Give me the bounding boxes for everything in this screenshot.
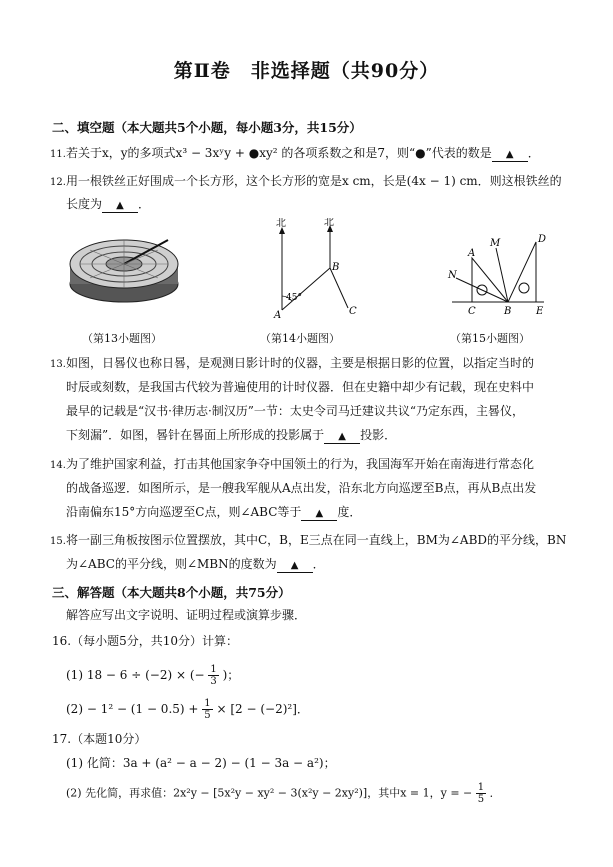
figure-13-caption: （第13小题图）: [82, 332, 162, 345]
question-15-line2: [66, 557, 325, 573]
north-label: 北: [276, 218, 286, 229]
angle-label: 45°: [286, 293, 302, 303]
expression: × [2 − (−2)²]．: [216, 702, 309, 716]
point-e-label: E: [536, 306, 544, 317]
fraction-denominator: 5: [204, 710, 211, 721]
question-text: 沿南偏东15°方向巡逻至C点，则∠ABC等于: [66, 505, 302, 519]
expression: )；: [222, 668, 240, 682]
point-m-label: M: [490, 238, 501, 249]
section-answer-heading: 三、解答题（本大题共8个小题，共75分）: [52, 585, 291, 600]
point-c-label: C: [349, 306, 357, 317]
section-instruction: 解答应写出文字说明、证明过程或演算步骤．: [66, 608, 307, 622]
figure-14-caption: （第14小题图）: [260, 332, 340, 345]
question-17-head: 17.（本题10分）: [52, 732, 147, 746]
fraction: [476, 782, 486, 805]
question-13-line4: [66, 428, 396, 444]
question-text: 如图，日晷仪也称日晷，是观测日影计时的仪器，主要是根据日影的位置，以指定当时的: [66, 356, 535, 370]
fraction: [202, 698, 212, 721]
question-13-line2: 时辰或刻数，是我国古代较为普遍使用的计时仪器．但在史籍中却少有记载，现在史料中: [66, 380, 535, 394]
question-text: 为了维护国家利益，打击其他国家争夺中国领土的行为，我国海军开始在南海进行常态化: [66, 457, 535, 471]
question-text: 用一根铁丝正好围成一个长方形，这个长方形的宽是x cm，长是(4x − 1) cm．则这根铁丝的: [66, 174, 562, 188]
question-number: 14.: [50, 460, 66, 471]
point-c-label: C: [468, 306, 476, 317]
question-14-line3: [66, 505, 361, 521]
question-number: 15.: [50, 536, 66, 547]
question-17-part2: [66, 782, 501, 805]
question-text: 投影．: [360, 428, 397, 442]
section-fill-in-heading: 二、填空题（本大题共5个小题，每小题3分，共15分）: [52, 120, 362, 135]
expression: (1) 18 − 6 ÷ (−2) × (−: [66, 668, 205, 682]
question-number: 11.: [50, 149, 66, 160]
answer-blank[interactable]: ▲: [324, 431, 360, 444]
point-a-label: A: [274, 310, 282, 321]
fraction-denominator: 3: [210, 676, 217, 687]
punctuation: ．: [527, 146, 540, 160]
punctuation: ．: [138, 197, 151, 211]
question-text: 将一副三角板按图示位置摆放，其中C，B，E三点在同一直线上，BM为∠ABD的平分线，BN: [66, 533, 567, 547]
answer-blank[interactable]: ▲: [277, 560, 313, 573]
question-16-head: 16.（每小题5分，共10分）计算：: [52, 634, 238, 648]
question-16-part1: [66, 664, 239, 687]
sundial-figure: [60, 222, 190, 322]
expression: (2) − 1² − (1 − 0.5) +: [66, 702, 199, 716]
question-text: 若关于x，y的多项式x³ − 3xʸy + ●xy² 的各项系数之和是7，则“●”代表的数是: [66, 146, 492, 160]
point-n-label: N: [448, 270, 457, 281]
fraction-numerator: 1: [210, 664, 217, 675]
question-text: 度．: [337, 505, 362, 519]
question-number: 12.: [50, 177, 66, 188]
expression: ．: [489, 786, 501, 800]
point-d-label: D: [538, 234, 547, 245]
question-text: 长度为: [66, 197, 103, 211]
fraction: [208, 664, 218, 687]
question-text: 下刻漏”．如图，晷针在晷面上所形成的投影属于: [66, 428, 325, 442]
answer-blank[interactable]: ▲: [492, 149, 528, 162]
triangles-drawing: [452, 242, 544, 302]
sundial-drawing: [70, 240, 178, 302]
question-17-part1: (1) 化简：3a + (a² − a − 2) − (1 − 3a − a²)；: [66, 756, 336, 770]
question-13-line3: 最早的记载是“汉书·律历志·制汉历”一节：太史令司马迁建议共议“乃定东西，主晷仪，: [66, 404, 525, 418]
figure-15-caption: （第15小题图）: [450, 332, 530, 345]
punctuation: ．: [312, 557, 325, 571]
expression: (2) 先化简，再求值：2x²y − [5x²y − xy² − 3(x²y − 2xy²)]，其中x = 1，y = −: [66, 786, 473, 800]
point-b-label: B: [504, 306, 512, 317]
north-label: 北: [324, 218, 334, 228]
question-12: [50, 174, 562, 190]
question-16-part2: [66, 698, 309, 721]
page-title: 第Ⅱ卷 非选择题（共90分）: [173, 60, 440, 82]
question-13: [50, 356, 534, 372]
fraction-numerator: 1: [204, 698, 211, 709]
navigation-figure: [262, 218, 372, 322]
question-14: [50, 457, 534, 473]
point-b-label: B: [332, 262, 340, 273]
fraction-denominator: 5: [477, 794, 485, 805]
question-14-line2: 的战备巡逻．如图所示，是一艘我军舰从A点出发，沿东北方向巡逻至B点，再从B点出发: [66, 481, 537, 495]
question-12-line2: [66, 197, 150, 213]
question-text: 为∠ABC的平分线，则∠MBN的度数为: [66, 557, 277, 571]
point-a-label: A: [468, 248, 476, 259]
question-11: [50, 146, 540, 162]
fraction-numerator: 1: [477, 782, 485, 793]
question-15: [50, 533, 566, 549]
triangles-figure: [446, 230, 556, 320]
question-number: 13.: [50, 359, 66, 370]
answer-blank[interactable]: ▲: [102, 200, 138, 213]
answer-blank[interactable]: ▲: [301, 508, 337, 521]
